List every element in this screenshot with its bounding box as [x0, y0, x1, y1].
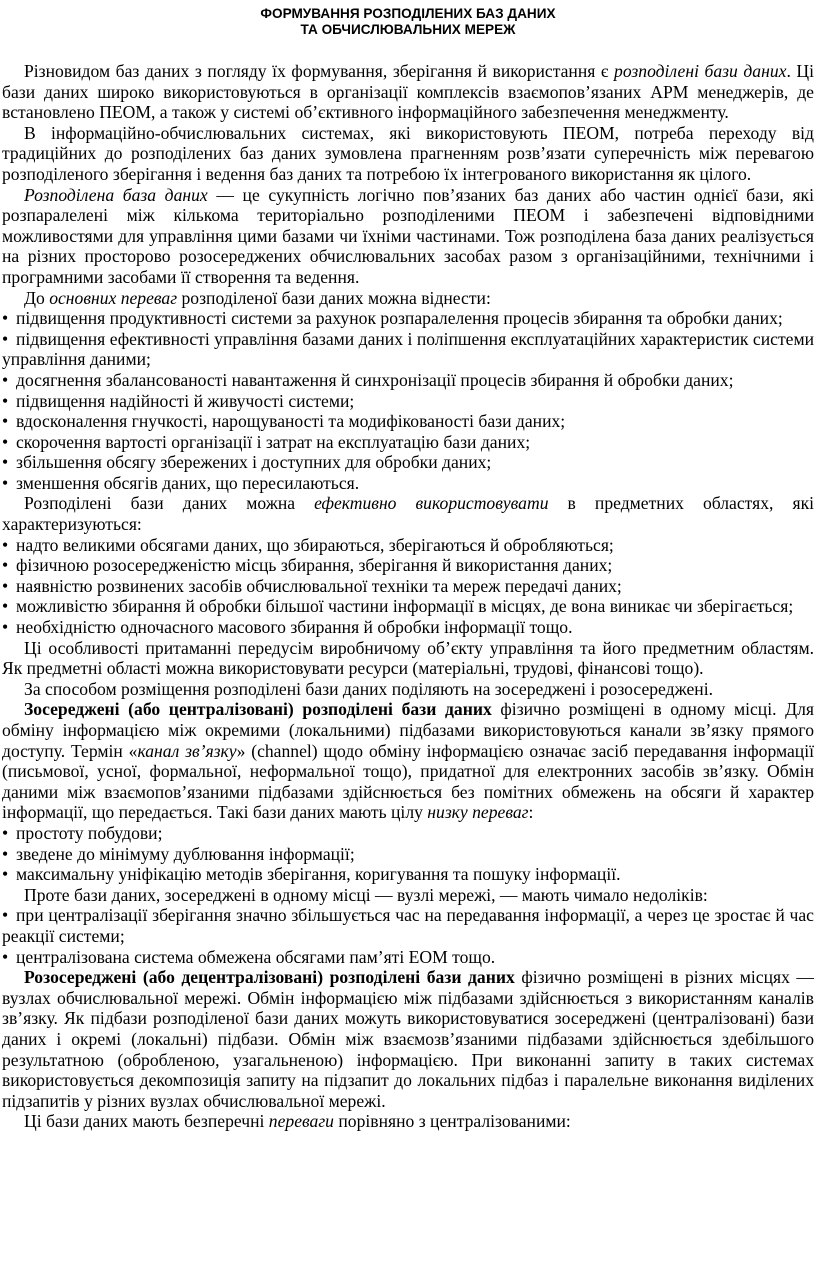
centralized-advantages-list	[2, 823, 814, 885]
paragraph-advantages-intro: До основних переваг розподіленої бази даних можна віднести:	[24, 287, 491, 308]
paragraph-centralized: Зосереджені (або централізовані) розподілені бази даних фізично розміщені в одному місці. Для обміну інформацією між окремими (локальними) підбазами використовуються канали зв’язку прямого доступу. Термін «канал зв’язку» (channel) щодо обміну інформацією означає засіб передавання інформації (письмової, усної, формальної, неформальної тощо), придатної для електронних засобів зв’язку. Обмін даними між взаємопов’язаними підбазами здійснюється без помітних обмежень на обсяги й характер інформації, що передається. Такі бази даних мають цілу низку переваг:	[2, 699, 815, 823]
list-item: • зведене до мінімуму дублювання інформації;	[2, 844, 814, 865]
list-item: • зменшення обсягів даних, що пересилаються.	[2, 473, 814, 494]
paragraph-decentralized: Розосереджені (або децентралізовані) розподілені бази даних фізично розміщені в різних місцях — вузлах обчислювальної мережі. Обмін інформацією між підбазами здійснюється з використанням каналів зв’язку. Як підбази розподіленої бази даних можуть використовуватися зосереджені (централізовані) бази даних і окремі (локальні) підбази. Обмін між взаємозв’язаними підбазами здійснюється здебільшого результатною (обробленою, узагальненою) інформацією. При виконанні запиту в таких системах використовується декомпозиція запиту на підзапит до локальних підбаз і паралельне виконання виділених підзапитів у різних вузлах обчислювальної мережі.	[2, 967, 815, 1111]
paragraph-motivation: В інформаційно-обчислювальних системах, які використовують ПЕОМ, потреба переходу від традиційних до розподілених баз даних зумовлена прагненням розв’язати суперечність між перевагою розподіленого зберігання і ведення баз даних та потребою їх інтегрованого використання як цілого.	[2, 122, 814, 184]
list-item: • фізичною розосередженістю місць збирання, зберігання й використання даних;	[2, 555, 814, 576]
advantages-list	[2, 308, 814, 493]
document-title	[2, 6, 814, 38]
list-item: • необхідністю одночасного масового збирання й обробки інформації тощо.	[2, 617, 814, 638]
paragraph-classification: За способом розміщення розподілені бази даних поділяють на зосереджені і розосереджені.	[24, 678, 714, 699]
title-line-1: ФОРМУВАННЯ РОЗПОДІЛЕНИХ БАЗ ДАНИХ	[260, 6, 556, 21]
title-line-2: ТА ОБЧИСЛЮВАЛЬНИХ МЕРЕЖ	[300, 22, 516, 37]
list-item: • збільшення обсягу збережених і доступних для обробки даних;	[2, 452, 814, 473]
list-item: • вдосконалення гнучкості, нарощуваності та модифікованості бази даних;	[2, 411, 814, 432]
list-item: • централізована система обмежена обсягами пам’яті ЕОМ тощо.	[2, 947, 814, 968]
paragraph-decentralized-advantages: Ці бази даних мають безперечні переваги порівняно з централізованими:	[24, 1111, 571, 1132]
list-item: • при централізації зберігання значно збільшується час на передавання інформації, а через це зростає й час реакції системи;	[2, 905, 814, 946]
paragraph-centralized-drawbacks: Проте бази даних, зосереджені в одному місці — вузлі мережі, — мають чимало недоліків:	[24, 884, 708, 905]
list-item: • максимальну уніфікацію методів зберігання, коригування та пошуку інформації.	[2, 864, 814, 885]
list-item: • надто великими обсягами даних, що збираються, зберігаються й обробляються;	[2, 535, 814, 556]
list-item: • підвищення надійності й живучості системи;	[2, 391, 814, 412]
list-item: • наявністю розвинених засобів обчислювальної техніки та мереж передачі даних;	[2, 576, 814, 597]
paragraph-intro: Різновидом баз даних з погляду їх формування, зберігання й використання є розподілені бази даних. Ці бази даних широко використовуються в організації комплексів взаємопов’язаних АРМ менеджерів, де встановлено ПЕОМ, а також у системі об’єктивного інформаційного забезпечення менеджменту.	[2, 61, 814, 123]
list-item: • можливістю збирання й обробки більшої частини інформації в місцях, де вона виникає чи зберігається;	[2, 596, 814, 617]
paragraph-features: Ці особливості притаманні передусім виробничому об’єкту управління та його предметним областям. Як предметні області можна використовувати ресурси (матеріальні, трудові, фінансові тощо).	[2, 637, 814, 679]
paragraph-definition: Розподілена база даних — це сукупність логічно пов’язаних баз даних або частин однієї бази, які розпаралелені між кількома територіально розподіленими ПЕОМ і забезпечені відповідними можливостями для управління цими базами чи їхніми частинами. Тож розподілена база даних реалізується на різних просторово розосереджених обчислювальних засобах разом з організаційними, технічними і програмними засобами її створення та ведення.	[2, 184, 814, 287]
paragraph-usage-intro: Розподілені бази даних можна ефективно використовувати в предметних областях, які характеризуються:	[2, 493, 814, 535]
usage-list	[2, 535, 814, 638]
list-item: • підвищення продуктивності системи за рахунок розпаралелення процесів збирання та обробки даних;	[2, 308, 814, 329]
list-item: • досягнення збалансованості навантаження й синхронізації процесів збирання й обробки даних;	[2, 370, 814, 391]
list-item: • скорочення вартості організації і затрат на експлуатацію бази даних;	[2, 432, 814, 453]
centralized-drawbacks-list	[2, 905, 814, 967]
list-item: • простоту побудови;	[2, 823, 814, 844]
list-item: • підвищення ефективності управління базами даних і поліпшення експлуатаційних характеристик системи управління даними;	[2, 329, 814, 370]
